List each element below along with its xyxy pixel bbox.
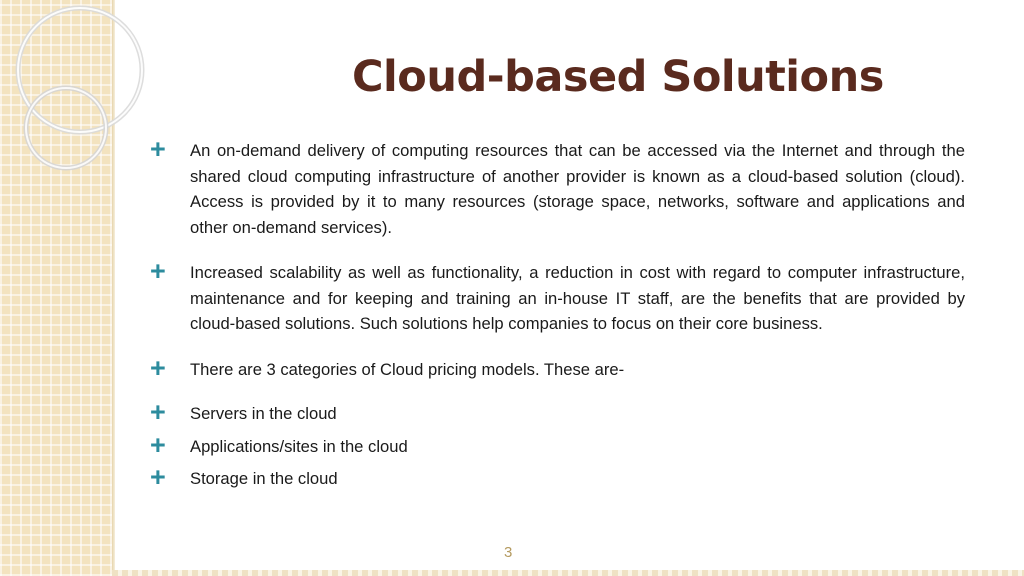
plus-icon: + (150, 134, 166, 164)
bullet-text: Servers in the cloud (190, 404, 337, 423)
plus-icon: + (150, 256, 166, 286)
page-number: 3 (504, 544, 513, 561)
bullet-list (150, 134, 965, 492)
decorative-bottom-strip (112, 570, 1024, 576)
plus-icon: + (150, 397, 166, 427)
bullet-text: There are 3 categories of Cloud pricing models. These are- (190, 359, 625, 379)
plus-icon: + (150, 352, 166, 383)
plus-icon: + (150, 429, 166, 460)
bullet-item (150, 134, 965, 240)
bullet-text: Applications/sites in the cloud (190, 436, 408, 456)
slide-title: Cloud-based Solutions (352, 52, 884, 102)
bullet-text: Increased scalability as well as functionality, a reduction in cost with regard to computer infrastructure, maintenance and for keeping and training an in-house IT staff, are the benefits that are provided by cloud-based solutions. Such solutions help companies to focus on their core business. (190, 263, 965, 333)
bullet-item (150, 352, 965, 383)
plus-icon: + (150, 462, 166, 492)
bullet-text: Storage in the cloud (190, 469, 338, 488)
bullet-text: An on-demand delivery of computing resources that can be accessed via the Internet and through the shared cloud computing infrastructure of another provider is known as a cloud-based solution (cloud). Access is provided by it to many resources (storage space, networks, software and applications and other on-demand services). (190, 141, 965, 237)
bullet-item (150, 429, 965, 460)
bullet-item (150, 462, 965, 492)
bullet-item (150, 256, 965, 337)
bullet-item (150, 397, 965, 427)
